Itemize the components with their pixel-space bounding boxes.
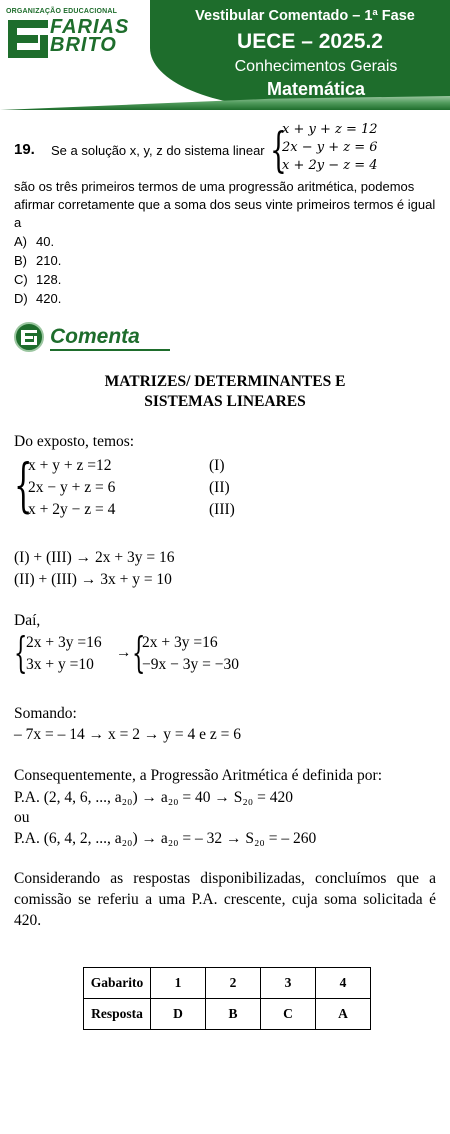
table-row <box>84 968 371 999</box>
header-exam-name: UECE – 2025.2 <box>237 30 383 53</box>
answer-key-table <box>83 967 371 1030</box>
arrow-right-icon: → <box>116 644 132 661</box>
table-header-cell: 2 <box>206 968 261 999</box>
solution-pa-2: P.A. (6, 4, 2, ..., a₂₀) → a₂₀ = – 32 → S₂₀ = – 260 <box>14 830 317 847</box>
question-eq-2: 2x − y + z = 6 <box>282 140 378 155</box>
fb-logo-icon <box>8 20 48 58</box>
table-answer-cell: D <box>151 999 206 1030</box>
solution-consequente: Consequentemente, a Progressão Aritmética é definida por: <box>14 767 383 784</box>
table-answer-label: Resposta <box>84 999 151 1030</box>
option-b <box>14 251 61 270</box>
left-brace-icon: { <box>132 628 146 677</box>
page-header <box>0 0 450 118</box>
table-header-label: Gabarito <box>84 968 151 999</box>
reduced-left-eq-2: 3x + y =10 <box>26 656 94 673</box>
header-exam-type: Vestibular Comentado – 1ª Fase <box>195 8 415 24</box>
question-intro: Se a solução x, y, z do sistema linear <box>51 143 265 158</box>
option-letter: B) <box>14 253 27 268</box>
solution-dai: Daí, <box>14 612 41 629</box>
logo-brand-name <box>50 18 129 54</box>
solution-step-1: (I) + (III) → 2x + 3y = 16 <box>14 549 175 566</box>
solution-title-line2: SISTEMAS LINEARES <box>144 393 306 410</box>
left-brace-icon: { <box>14 628 28 677</box>
option-letter: D) <box>14 291 28 306</box>
left-brace-icon: { <box>14 451 33 519</box>
solution-somando: Somando: <box>14 705 77 722</box>
table-header-cell: 3 <box>261 968 316 999</box>
logo-brand-line1: FARIAS <box>50 16 130 38</box>
question-eq-3: x + 2y − z = 4 <box>282 158 378 173</box>
solution-system <box>14 451 274 520</box>
solution-conclusion: Considerando as respostas disponibilizadas, concluímos que a comissão se referiu a uma P.A. crescente, cuja soma solicitada é 420. <box>14 870 436 929</box>
option-text: 210. <box>36 253 62 268</box>
option-a <box>14 232 61 251</box>
reduced-right-eq-1: 2x + 3y =16 <box>142 634 218 651</box>
system-eq-3: x + 2y − z = 4 <box>28 501 116 518</box>
table-answer-cell: A <box>316 999 371 1030</box>
logo-brand-line2: BRITO <box>50 34 117 56</box>
solution-ou: ou <box>14 809 30 826</box>
comenta-underline <box>50 349 170 351</box>
solution-somando-result: – 7x = – 14 → x = 2 → y = 4 e z = 6 <box>14 726 241 743</box>
option-text: 420. <box>36 291 62 306</box>
left-brace-icon: { <box>270 122 287 178</box>
logo-org-text: ORGANIZAÇÃO EDUCACIONAL <box>6 8 118 15</box>
table-answer-cell: B <box>206 999 261 1030</box>
farias-brito-logo <box>6 8 146 60</box>
question-system <box>270 122 390 178</box>
system-tag-2: (II) <box>209 479 230 496</box>
reduced-right-eq-2: −9x − 3y = −30 <box>142 656 239 673</box>
table-header-cell: 4 <box>316 968 371 999</box>
option-letter: A) <box>14 234 27 249</box>
question-number: 19. <box>14 141 35 158</box>
table-header-cell: 1 <box>151 968 206 999</box>
comenta-banner <box>14 322 174 354</box>
option-c <box>14 270 61 289</box>
system-eq-2: 2x − y + z = 6 <box>28 479 116 496</box>
system-eq-1: x + y + z =12 <box>28 457 112 474</box>
system-tag-3: (III) <box>209 501 235 518</box>
solution-step-2: (II) + (III) → 3x + y = 10 <box>14 571 172 588</box>
table-row <box>84 999 371 1030</box>
option-d <box>14 289 61 308</box>
solution-title-line1: MATRIZES/ DETERMINANTES E <box>104 373 346 390</box>
question-text: são os três primeiros termos de uma progressão aritmética, podemos afirmar corretamente que a soma dos seus vinte primeiros termos é igual a <box>14 179 436 230</box>
option-letter: C) <box>14 272 28 287</box>
question-eq-1: x + y + z = 12 <box>282 122 378 137</box>
option-text: 128. <box>36 272 62 287</box>
solution-pa-1: P.A. (2, 4, 6, ..., a₂₀) → a₂₀ = 40 → S₂₀ = 420 <box>14 789 293 806</box>
reduced-left-eq-1: 2x + 3y =16 <box>26 634 102 651</box>
comenta-label: Comenta <box>50 325 140 348</box>
header-subject: Matemática <box>266 79 366 99</box>
option-text: 40. <box>36 234 55 249</box>
answer-options <box>14 232 61 308</box>
fb-logo-icon <box>14 322 44 352</box>
system-tag-1: (I) <box>209 457 225 474</box>
solution-reduced-systems <box>14 628 274 678</box>
header-area: Conhecimentos Gerais <box>234 58 398 75</box>
solution-intro: Do exposto, temos: <box>14 433 135 450</box>
table-answer-cell: C <box>261 999 316 1030</box>
